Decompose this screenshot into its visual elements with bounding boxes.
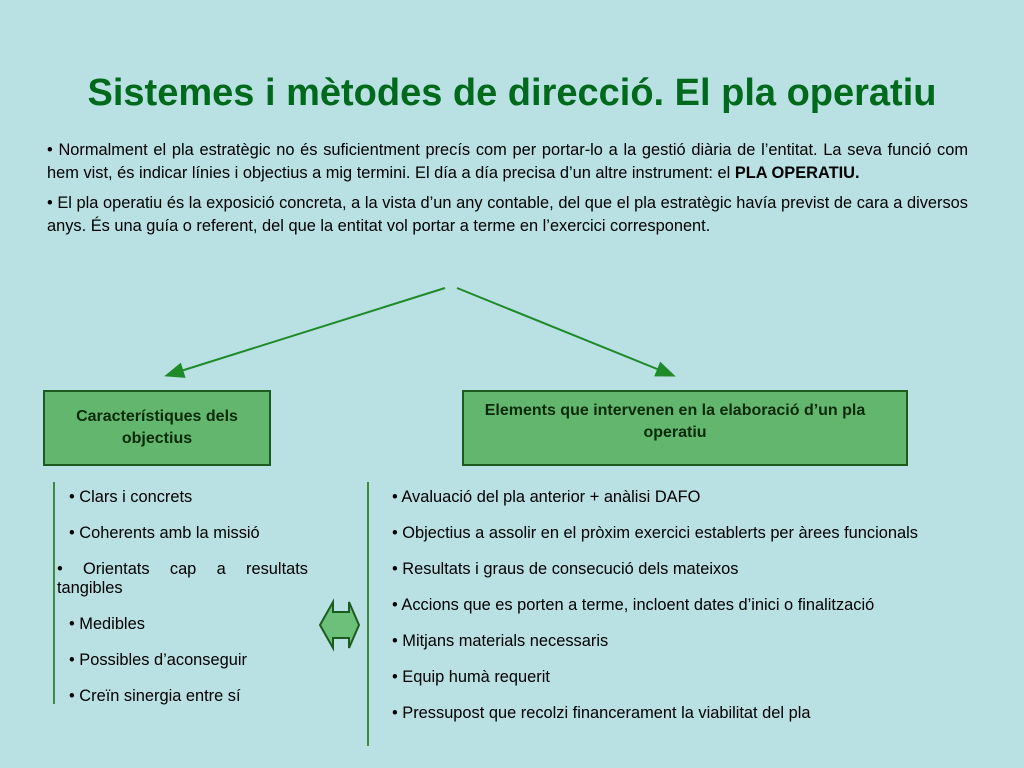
list-item: • Mitjans materials necessaris [392, 632, 609, 650]
intro-paragraph-1-text: • Normalment el pla estratègic no és suficientment precís com per portar-lo a la gestió diària de l’entitat. La seva funció com hem vist, és indicar línies i objectius a mig termini. El día a día precisa d’un altre instrument: el [47, 141, 968, 182]
characteristics-list [57, 488, 308, 723]
list-item: • Medibles [69, 615, 145, 633]
list-item: • Coherents amb la missió [69, 524, 260, 542]
list-item: • Resultats i graus de consecució dels mateixos [392, 560, 739, 578]
list-item: • Possibles d’aconseguir [69, 651, 247, 669]
slide-title: Sistemes i mètodes de direcció. El pla operatiu [87, 72, 937, 114]
list-item: • Objectius a assolir en el pròxim exercici establerts per àrees funcionals [392, 524, 918, 542]
list-item: • Creïn sinergia entre sí [69, 687, 241, 705]
elements-box: Elements que intervenen en la elaboració d’un pla operatiu [462, 390, 908, 466]
arrow-left [168, 288, 445, 375]
list-item: • Orientats cap a resultats tangibles [57, 560, 308, 597]
arrow-right [457, 288, 672, 375]
intro-paragraph-1-bold: PLA OPERATIU. [734, 163, 860, 182]
elements-list [392, 488, 994, 740]
list-item: • Clars i concrets [69, 488, 193, 506]
list-item: • Accions que es porten a terme, incloent dates d’inici o finalització [392, 596, 875, 614]
list-item: • Equip humà requerit [392, 668, 550, 686]
list-item: • Avaluació del pla anterior + anàlisi DAFO [392, 488, 701, 506]
list-item: • Pressupost que recolzi financerament la viabilitat del pla [392, 704, 811, 722]
right-divider-line [367, 482, 369, 746]
characteristics-box: Característiques dels objectius [43, 390, 271, 466]
left-divider-line [53, 482, 55, 704]
intro-paragraph-2: • El pla operatiu és la exposició concreta, a la vista d’un any contable, del que el pla estratègic havía previst de cara a diversos anys. És una guía o referent, del que la entitat vol portar a terme en l’exercici corresponent. [47, 194, 968, 235]
double-arrow-icon [320, 602, 359, 648]
